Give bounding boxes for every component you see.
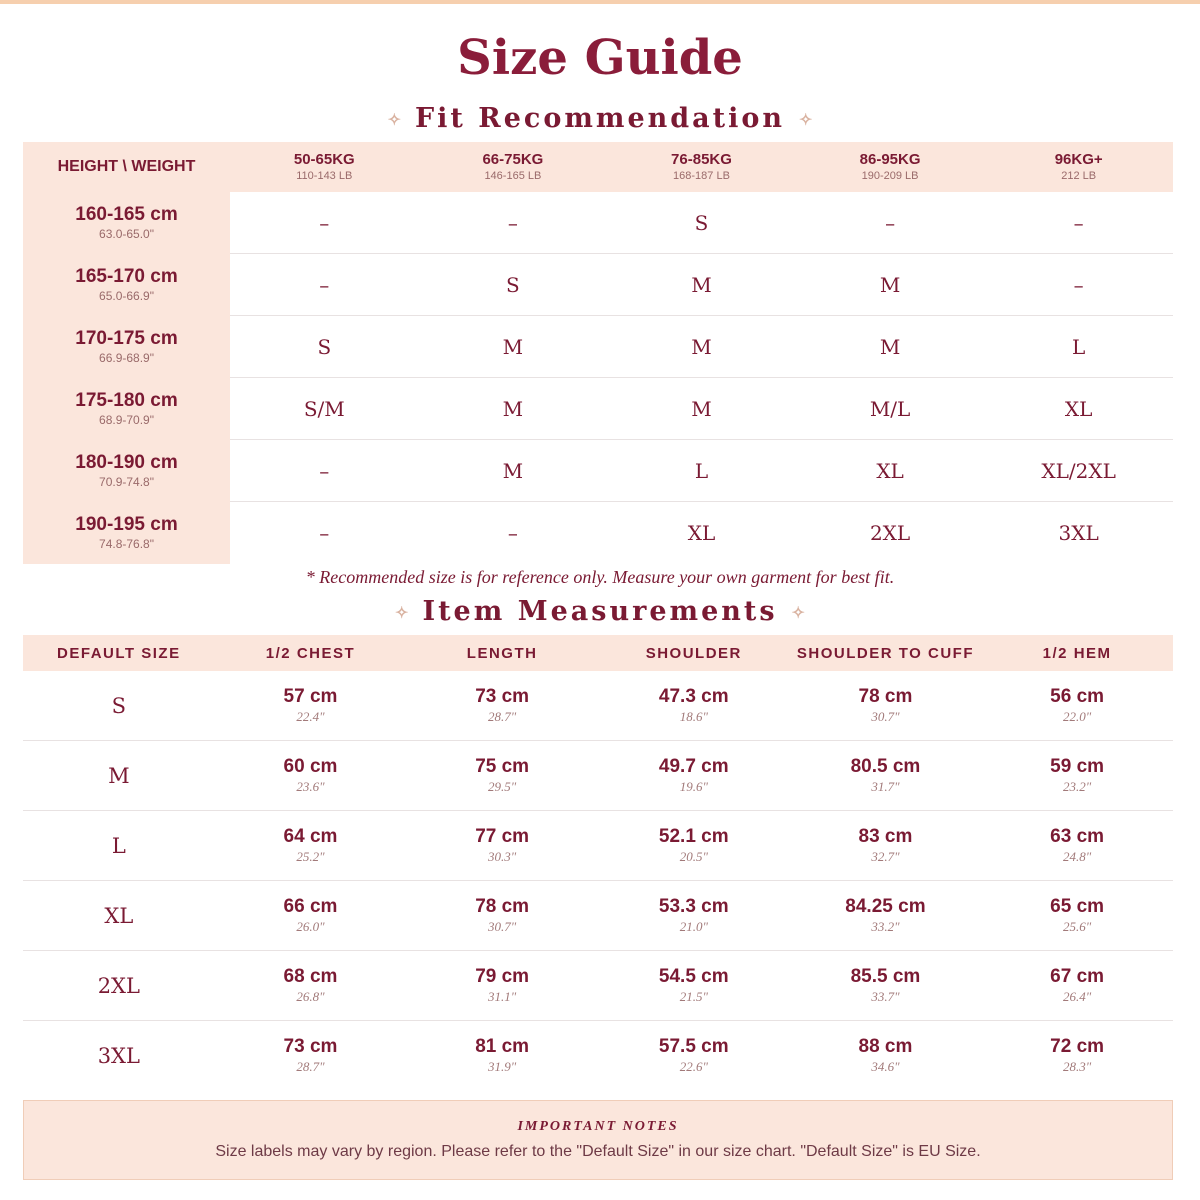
measurement-inch-value: 32.7" — [871, 848, 900, 864]
default-size-label: 2XL — [97, 973, 140, 998]
measurement-column-header: SHOULDER TO CUFF — [796, 644, 974, 662]
fit-table-row — [23, 502, 1173, 564]
height-inch-label: 74.8-76.8" — [99, 537, 154, 551]
measurement-inch-value: 21.0" — [679, 918, 708, 934]
measurement-inch-value: 26.8" — [296, 988, 325, 1004]
measurement-cm-value: 59 cm — [1050, 755, 1105, 777]
default-size-label: XL — [104, 903, 134, 928]
measurement-inch-value: 28.7" — [296, 1058, 325, 1074]
recommended-size-cell: 3XL — [1058, 521, 1099, 545]
measurement-column-header: 1/2 CHEST — [265, 644, 356, 662]
measurement-table-row — [23, 951, 1173, 1021]
recommended-size-cell: – — [507, 210, 518, 235]
height-row-header — [23, 316, 230, 378]
measurement-cm-value: 68 cm — [283, 965, 338, 987]
measurement-inch-value: 33.7" — [871, 988, 900, 1004]
measurement-table-row — [23, 671, 1173, 741]
weight-column-headers — [230, 142, 1173, 192]
measurement-column-header: SHOULDER — [645, 644, 742, 662]
fit-row-cells — [230, 440, 1173, 502]
measurement-cm-value: 67 cm — [1050, 965, 1105, 987]
height-cm-label: 180-190 cm — [75, 452, 178, 473]
measurement-inch-value: 30.3" — [488, 848, 517, 864]
measurement-cm-value: 63 cm — [1050, 825, 1105, 847]
height-row-header — [23, 378, 230, 440]
measurement-cell — [598, 1021, 790, 1090]
measurement-cell — [406, 671, 598, 740]
measurement-inch-value: 33.2" — [871, 918, 900, 934]
weight-kg-label: 50-65KG — [293, 151, 355, 168]
measurement-inch-value: 23.6" — [296, 778, 325, 794]
measurement-table-row — [23, 811, 1173, 881]
measurement-cm-value: 57.5 cm — [658, 1035, 729, 1057]
measurement-cm-value: 73 cm — [283, 1035, 338, 1057]
weight-lb-label: 168-187 LB — [673, 170, 730, 182]
fit-recommendation-heading — [0, 103, 1200, 134]
page-title: Size Guide — [457, 30, 743, 86]
measurement-cell — [790, 881, 982, 950]
measurement-cell — [790, 811, 982, 880]
recommended-size-cell: – — [507, 521, 518, 545]
measurement-cm-value: 73 cm — [475, 685, 530, 707]
recommended-size-cell: XL — [876, 458, 904, 483]
measurement-cm-value: 52.1 cm — [658, 825, 729, 847]
measurement-column-header: LENGTH — [466, 644, 538, 662]
recommended-size-cell: – — [319, 458, 330, 483]
measurement-inch-value: 28.7" — [488, 708, 517, 724]
recommended-size-cell: M — [502, 396, 524, 421]
measurement-inch-value: 29.5" — [488, 778, 517, 794]
measurement-cm-value: 57 cm — [283, 685, 338, 707]
weight-kg-label: 66-75KG — [482, 151, 544, 168]
height-inch-label: 68.9-70.9" — [99, 413, 154, 427]
height-row-header — [23, 192, 230, 254]
recommended-size-cell: S — [694, 210, 709, 235]
measurement-inch-value: 18.6" — [679, 708, 708, 724]
measurement-inch-value: 20.5" — [679, 848, 708, 864]
measurement-cm-value: 88 cm — [858, 1035, 913, 1057]
measurement-inch-value: 22.4" — [296, 708, 325, 724]
measurement-cell — [981, 1021, 1173, 1090]
measurement-inch-value: 26.4" — [1063, 988, 1092, 1004]
fit-table-row — [23, 316, 1173, 378]
recommended-size-cell: – — [1073, 272, 1084, 297]
fit-row-cells — [230, 378, 1173, 440]
measurement-cell — [406, 811, 598, 880]
measurement-cell — [215, 881, 407, 950]
measurement-cell — [598, 951, 790, 1020]
weight-column-header — [419, 142, 608, 192]
measurement-table-row — [23, 741, 1173, 811]
measurement-inch-value: 22.0" — [1063, 708, 1092, 724]
recommended-size-cell: 2XL — [869, 521, 911, 545]
measurement-inch-value: 26.0" — [296, 918, 325, 934]
measurement-cell — [790, 1021, 982, 1090]
fit-table-row — [23, 254, 1173, 316]
measurement-cell — [790, 951, 982, 1020]
recommended-size-cell: – — [1073, 210, 1084, 235]
measurement-cm-value: 54.5 cm — [658, 965, 729, 987]
weight-column-header — [796, 142, 985, 192]
recommended-size-cell: S — [317, 334, 332, 359]
fit-table-row — [23, 378, 1173, 440]
important-notes-title: IMPORTANT NOTES — [517, 1119, 679, 1134]
recommended-size-cell: S — [506, 272, 520, 297]
measurement-cell — [215, 671, 407, 740]
top-accent-rule — [0, 0, 1200, 4]
measurement-cm-value: 84.25 cm — [845, 895, 926, 917]
recommended-size-cell: – — [319, 210, 330, 235]
height-cm-label: 160-165 cm — [75, 204, 178, 225]
fit-row-cells — [230, 502, 1173, 564]
fit-recommendation-title: Fit Recommendation — [414, 103, 786, 134]
measurement-table-row — [23, 881, 1173, 951]
measurement-cm-value: 80.5 cm — [850, 755, 921, 777]
recommended-size-cell: XL/2XL — [1041, 458, 1116, 483]
height-row-header — [23, 440, 230, 502]
height-cm-label: 190-195 cm — [75, 514, 178, 535]
weight-column-header — [230, 142, 419, 192]
recommended-size-cell: – — [319, 272, 330, 297]
measurement-cm-value: 66 cm — [283, 895, 338, 917]
measurement-cm-value: 60 cm — [283, 755, 338, 777]
measurement-cell — [406, 951, 598, 1020]
height-cm-label: 165-170 cm — [75, 266, 178, 287]
measurement-column-header: 1/2 HEM — [1042, 644, 1112, 662]
measurement-cm-value: 65 cm — [1050, 895, 1105, 917]
item-measurements-table — [23, 635, 1173, 1090]
measurements-table-header — [23, 635, 1173, 671]
recommended-size-cell: M/L — [869, 396, 911, 421]
measurement-cell — [981, 811, 1173, 880]
default-size-label: S — [111, 693, 127, 718]
measurement-cm-value: 56 cm — [1050, 685, 1105, 707]
height-inch-label: 65.0-66.9" — [99, 289, 154, 303]
weight-column-header — [607, 142, 796, 192]
recommended-size-cell: M — [879, 334, 901, 359]
weight-kg-label: 96KG+ — [1054, 151, 1103, 168]
recommended-size-cell: L — [1072, 334, 1086, 359]
height-row-header — [23, 254, 230, 316]
height-cm-label: 175-180 cm — [75, 390, 178, 411]
measurement-cm-value: 75 cm — [475, 755, 530, 777]
measurement-inch-value: 23.2" — [1063, 778, 1092, 794]
height-cm-label: 170-175 cm — [75, 328, 178, 349]
weight-kg-label: 76-85KG — [671, 151, 732, 168]
measurement-cell — [406, 741, 598, 810]
measurement-inch-value: 31.7" — [871, 778, 900, 794]
fit-row-cells — [230, 192, 1173, 254]
measurement-cm-value: 72 cm — [1050, 1035, 1105, 1057]
recommended-size-cell: – — [885, 210, 896, 235]
measurement-cell — [790, 671, 982, 740]
default-size-label: 3XL — [97, 1043, 140, 1068]
measurement-cm-value: 79 cm — [475, 965, 530, 987]
fit-row-cells — [230, 316, 1173, 378]
default-size-label: M — [108, 763, 130, 788]
item-measurements-title: Item Measurements — [422, 596, 778, 627]
measurement-cell — [215, 951, 407, 1020]
measurement-inch-value: 19.6" — [679, 778, 708, 794]
measurement-inch-value: 25.6" — [1063, 918, 1092, 934]
fit-table-row — [23, 192, 1173, 254]
measurement-cell — [981, 881, 1173, 950]
recommended-size-cell: XL — [1064, 396, 1093, 421]
measurement-cell — [406, 1021, 598, 1090]
measurement-cm-value: 64 cm — [283, 825, 338, 847]
measurement-cell — [598, 671, 790, 740]
measurement-cell — [215, 1021, 407, 1090]
measurement-inch-value: 30.7" — [488, 918, 517, 934]
height-row-header — [23, 502, 230, 564]
recommended-size-cell: M — [879, 272, 901, 297]
diamond-ornament-icon: ✧ — [799, 110, 813, 129]
item-measurements-heading — [0, 596, 1200, 627]
measurement-cell — [790, 741, 982, 810]
recommended-size-cell: L — [694, 458, 709, 483]
measurement-cell — [598, 811, 790, 880]
measurement-cm-value: 78 cm — [858, 685, 913, 707]
important-notes-box — [23, 1100, 1173, 1180]
measurement-cm-value: 53.3 cm — [658, 895, 729, 917]
measurement-inch-value: 28.3" — [1063, 1058, 1092, 1074]
measurement-inch-value: 34.6" — [871, 1058, 900, 1074]
measurement-inch-value: 24.8" — [1063, 848, 1092, 864]
recommended-size-cell: M — [691, 334, 712, 359]
recommended-size-cell: XL — [687, 521, 716, 545]
measurement-cell — [598, 881, 790, 950]
measurement-cell — [215, 811, 407, 880]
measurement-column-header: DEFAULT SIZE — [57, 644, 181, 662]
measurement-cm-value: 81 cm — [475, 1035, 530, 1057]
measurement-cell — [981, 671, 1173, 740]
fit-table-header — [23, 142, 1173, 192]
measurement-inch-value: 21.5" — [679, 988, 708, 1004]
diamond-ornament-icon: ✧ — [791, 603, 805, 622]
recommended-size-cell: M — [691, 396, 712, 421]
measurement-cell — [981, 741, 1173, 810]
measurement-cm-value: 78 cm — [475, 895, 530, 917]
fit-table-row — [23, 440, 1173, 502]
measurement-cm-value: 47.3 cm — [658, 685, 729, 707]
fit-row-cells — [230, 254, 1173, 316]
measurement-inch-value: 31.1" — [488, 988, 517, 1004]
height-inch-label: 66.9-68.9" — [99, 351, 154, 365]
diamond-ornament-icon: ✧ — [387, 110, 401, 129]
measurement-inch-value: 30.7" — [871, 708, 900, 724]
recommended-size-cell: M — [502, 334, 524, 359]
measurement-inch-value: 25.2" — [296, 848, 325, 864]
weight-column-header — [984, 142, 1173, 192]
recommended-size-cell: – — [319, 521, 330, 545]
height-inch-label: 63.0-65.0" — [99, 227, 154, 241]
measurement-table-row — [23, 1021, 1173, 1090]
fit-recommendation-table — [23, 142, 1173, 564]
weight-kg-label: 86-95KG — [859, 151, 921, 168]
fit-table-body — [23, 192, 1173, 564]
measurement-cell — [215, 741, 407, 810]
weight-lb-label: 212 LB — [1061, 170, 1097, 182]
weight-lb-label: 110-143 LB — [296, 170, 353, 182]
measurement-cm-value: 77 cm — [475, 825, 530, 847]
diamond-ornament-icon: ✧ — [395, 603, 409, 622]
recommended-size-cell: S/M — [303, 396, 345, 421]
height-weight-corner-label: HEIGHT \ WEIGHT — [57, 158, 196, 175]
recommended-size-cell: M — [502, 458, 524, 483]
measurements-table-body — [23, 671, 1173, 1090]
weight-lb-label: 146-165 LB — [484, 170, 542, 182]
default-size-label: L — [111, 833, 126, 858]
measurement-cell — [406, 881, 598, 950]
measurement-cell — [981, 951, 1173, 1020]
height-inch-label: 70.9-74.8" — [99, 475, 154, 489]
measurement-inch-value: 22.6" — [679, 1058, 708, 1074]
measurement-cell — [598, 741, 790, 810]
fit-disclaimer-note: * Recommended size is for reference only. Measure your own garment for best fit. — [305, 567, 895, 587]
weight-lb-label: 190-209 LB — [861, 170, 919, 182]
measurement-cm-value: 85.5 cm — [850, 965, 921, 987]
measurement-cm-value: 83 cm — [858, 825, 913, 847]
measurement-inch-value: 31.9" — [488, 1058, 517, 1074]
important-notes-text: Size labels may vary by region. Please refer to the "Default Size" in our size chart. "Default Size" is EU Size. — [215, 1143, 981, 1160]
measurement-cm-value: 49.7 cm — [658, 755, 729, 777]
recommended-size-cell: M — [691, 272, 712, 297]
